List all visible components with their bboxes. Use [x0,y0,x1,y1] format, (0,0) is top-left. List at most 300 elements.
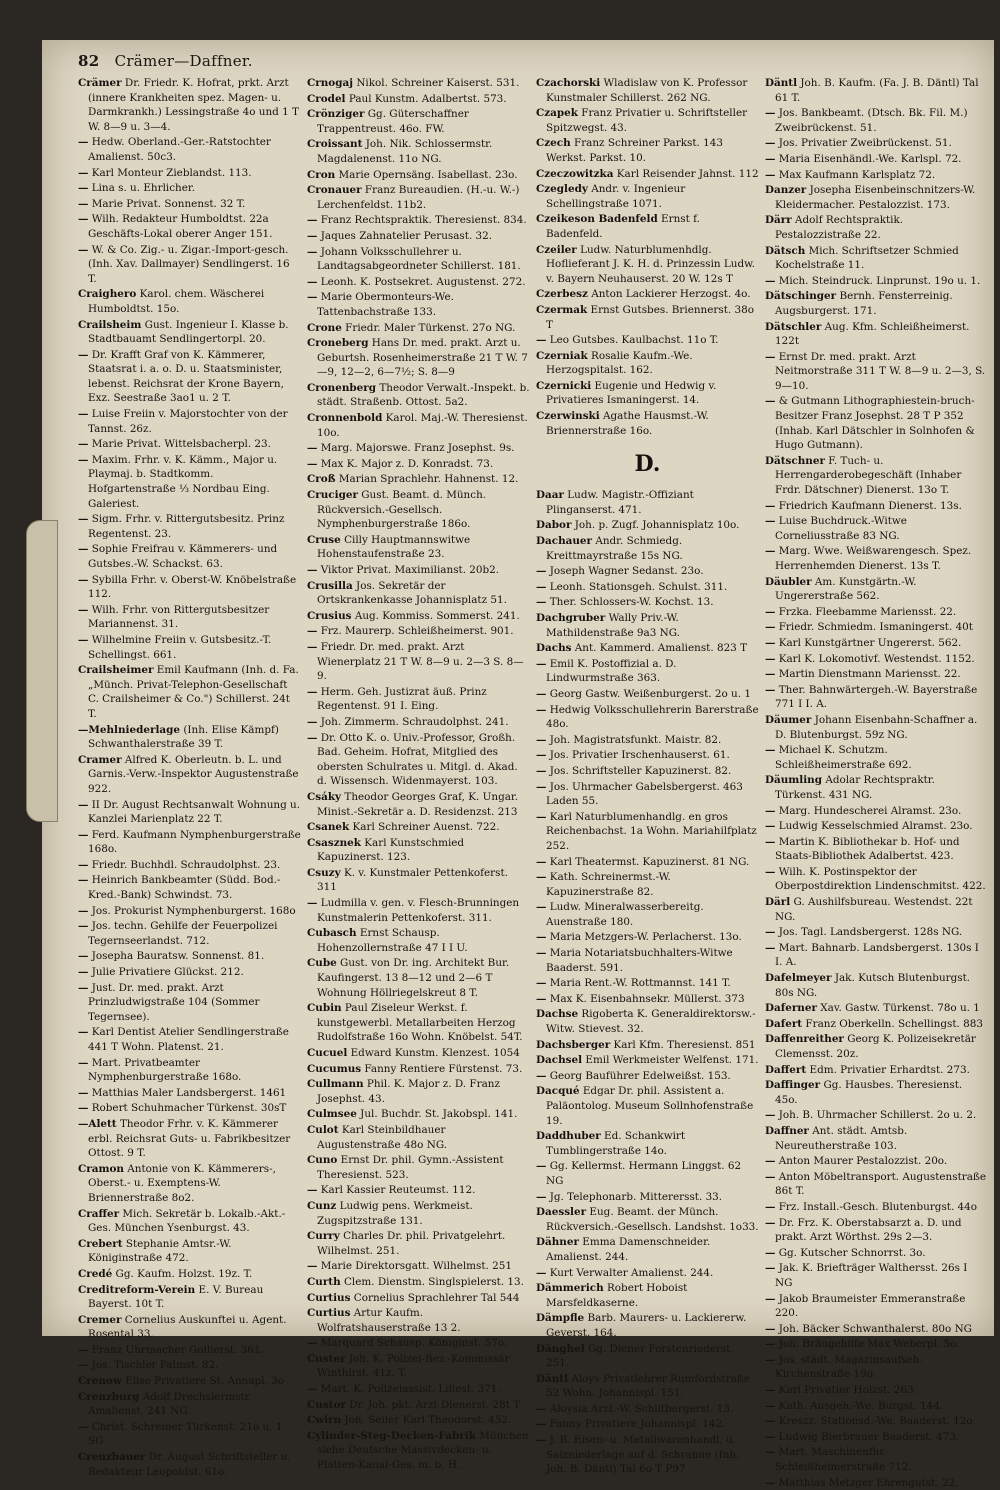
entry-surname: — [78,1102,89,1115]
entry-surname: Dafelmeyer [765,972,832,985]
entry-surname: Czapek [536,107,578,120]
entry-details: Joseph Wagner Sedanst. 23o. [549,565,704,578]
directory-entry [307,1123,530,1152]
entry-details: Marie Direktorsgatt. Wilhelmst. 251 [320,1260,512,1273]
entry-surname: Dafert [765,1017,803,1030]
directory-entry [307,731,530,789]
entry-details: Maxim. Frhr. v. K. Kämm., Major u. Playmaj. b. Stadtkomm. Hofgartenstraße ⅓ Nordbau Eing. Galeriest. [88,453,278,510]
entry-surname: — [765,274,776,287]
entry-surname: Custer [307,1352,346,1365]
page-header [78,52,253,70]
entry-details: Kath. Schreinermst.-W. Kapuzinerstraße 82. [546,871,671,898]
entry-details: Agathe Hausmst.-W. Briennerstraße 16o. [546,410,709,437]
directory-entry [536,212,759,241]
entry-details: Adolf Rechtspraktik. Pestalozzistraße 22. [775,214,904,241]
directory-entry [78,1358,301,1373]
directory-entry [78,318,301,347]
directory-entry [78,512,301,541]
entry-details: Gust. Beamt. d. Münch. Rückversich.-Gesellsch. Nymphenburgerstraße 186o. [317,489,487,531]
entry-details: Dr. Friedr. K. Hofrat, prkt. Arzt (innere Krankheiten spez. Magen- u. Darmkrankh.) Lessingstraße 4o und 1 T W. 8—9 u. 3—4. [88,77,299,133]
entry-surname: Däumer [765,713,812,726]
directory-entry [536,76,759,105]
entry-details: Georg Gastw. Weißenburgerst. 2o u. 1 [549,687,751,700]
entry-details: Ludwig pens. Werkmeist. Zugspitzstraße 131. [317,1199,473,1227]
directory-entry [307,896,530,925]
entry-details: Stephanie Amtsr.-W. Königinstraße 472. [88,1237,232,1265]
entry-details: Adolf Drechslermstr. Amalienst. 241 NG. [88,1390,252,1418]
entry-surname: — [536,855,547,868]
entry-surname: Craighero [78,288,137,301]
entry-surname: — [307,897,318,910]
entry-surname: — [536,1402,547,1415]
directory-entry [307,1275,530,1290]
directory-entry [536,595,759,610]
entry-details: Marie Opernsäng. Isabellast. 23o. [338,168,518,181]
entry-details: Sigm. Frhr. v. Rittergutsbesitz. Prinz Regentenst. 23. [88,513,285,540]
directory-entry [536,488,759,517]
entry-surname: Däumling [765,774,823,787]
entry-details: Joh. Seiler Karl Theodorst. 452. [344,1414,512,1427]
directory-entry [765,289,988,318]
entry-details: Mart. Bahnarb. Landsbergerst. 130s I I. A. [775,941,979,969]
directory-entry [765,1108,988,1123]
entry-surname: — [78,543,89,556]
entry-details: Maria Rent.-W. Rottmannst. 141 T. [549,977,731,990]
entry-details: Julie Privatiere Glückst. 212. [91,966,244,979]
entry-surname: — [765,865,776,878]
entry-surname: — [78,513,89,526]
entry-surname: — [307,1260,318,1273]
entry-details: Hedw. Oberland.-Ger.-Ratstochter Amalienst. 50c3. [88,136,271,163]
entry-details: Ernst Schausp. Hohenzollernstraße 47 I I U. [317,927,468,954]
entry-surname: — [78,603,89,616]
section-letter-heading: D. [634,451,661,478]
directory-entry [536,611,759,640]
entry-surname: — [307,457,318,470]
entry-surname: — [536,657,547,670]
directory-entry [536,379,759,408]
directory-entry [307,1046,530,1061]
directory-entry [307,715,530,730]
entry-details: Karl Reisender Jahnst. 112 [616,167,759,180]
entry-surname: Cubin [307,1002,342,1015]
directory-entry [765,1445,988,1474]
entry-surname: — [765,350,776,363]
directory-entry [307,290,530,319]
entry-details: Edgar Dr. phil. Assistent a. Paläontolog. Museum Sollnhofenstraße 19. [546,1085,754,1127]
entry-details: Viktor Privat. Maximilianst. 20b2. [320,564,500,576]
entry-details: Jaques Zahnatelier Perusast. 32. [320,229,493,242]
directory-entry [307,275,530,290]
entry-surname: — [765,1399,776,1412]
entry-details: Edm. Privatier Erhardtst. 273. [809,1063,970,1076]
entry-details: Ther. Schlossers-W. Kochst. 13. [549,596,714,609]
entry-surname: Dätschler [765,320,822,333]
entry-details: Joh. p. Zugf. Johannisplatz 10o. [574,519,740,532]
entry-surname: — [78,453,89,466]
entry-details: F. Tuch- u. Herrengarderobegeschäft (Inhaber Frdr. Dätschner) Dienerst. 13o T. [775,454,962,497]
entry-details: Karl Theatermst. Kapuzinerst. 81 NG. [549,855,750,868]
entry-surname: — [78,166,89,179]
directory-entry [307,1336,530,1351]
directory-entry [78,437,301,452]
directory-entry [765,895,988,924]
entry-details: Franz Rechtspraktik. Theresienst. 834. [320,214,527,227]
entry-surname: Cron [307,168,336,181]
entry-surname: — [765,1262,776,1275]
entry-details: Fanny Rentiere Fürstenst. 73. [364,1062,523,1075]
entry-surname: — [78,966,89,979]
entry-details: Karl Naturblumenhandlg. en gros Reichenbachst. 1a Wohn. Mariahilfplatz 252. [546,810,757,852]
directory-entry [78,166,301,181]
entry-surname: — [78,950,89,963]
directory-entry [307,579,530,608]
entry-surname: — [536,334,547,347]
entry-surname: — [765,1476,776,1489]
entry-details: Kath. Ausgeh.-We. Burgst. 144. [778,1399,944,1412]
entry-details: Theodor Verwalt.-Inspekt. b. städt. Straßenb. Ottost. 5a2. [317,381,530,409]
directory-entry [536,870,759,899]
entry-surname: — [765,1170,776,1183]
entry-surname: — [78,1420,89,1433]
entry-surname: Czernicki [536,379,592,392]
entry-details: Just. Dr. med. prakt. Arzt Prinzludwigstraße 104 (Sommer Tegernsee). [88,981,260,1023]
entry-details: Maria Eisenhändl.-We. Karlspl. 72. [778,152,962,165]
directory-entry [307,533,530,562]
directory-entry [765,620,988,635]
column-3 [536,76,759,1476]
directory-entry [78,197,301,212]
entry-surname: Daffert [765,1063,807,1076]
entry-details: Franz Schreiner Parkst. 143 Werkst. Parkst. 10. [546,137,723,164]
entry-details: Sophie Freifrau v. Kämmerers- und Gutsbes.-W. Schackst. 63. [88,543,278,570]
entry-details: Leonh. Stationsgeh. Schulst. 311. [549,580,728,593]
entry-details: Karl Steinbildhauer Augustenstraße 48o NG. [317,1123,448,1151]
entry-details: Karl Kassier Reuteumst. 112. [320,1184,476,1197]
entry-details: Hans Dr. med. prakt. Arzt u. Geburtsh. Rosenheimerstraße 21 T W. 7—9, 12—2, 6—7½; S. 8—9 [317,337,528,379]
directory-entry [536,167,759,182]
entry-surname: — [765,1200,776,1213]
directory-entry [765,804,988,819]
entry-details: Joh. Bräugehilfe Max Weberpl. 5o. [778,1338,960,1351]
entry-surname: Daffinger [765,1079,821,1092]
entry-surname: — [307,1337,318,1350]
directory-entry [765,1078,988,1107]
entry-details: Frzka. Fleebamme Mariensst. 22. [778,605,957,618]
entry-surname: — [765,683,776,696]
entry-details: München siehe Deutsche Massivdecken- u. Platten-Kanal-Ges. m. b. H. [317,1429,529,1472]
entry-details: Max K. Eisenbahnsekr. Müllerst. 373 [549,992,745,1005]
entry-surname: — [78,182,89,195]
directory-entry [307,1398,530,1413]
entry-surname: Cronnenbold [307,412,383,425]
directory-entry [765,575,988,604]
entry-details: Jakob Braumeister Emmeranstraße 220. [775,1292,966,1320]
entry-surname: Cube [307,957,337,970]
directory-entry [307,137,530,166]
entry-surname: — [78,1026,89,1039]
entry-details: Herm. Geh. Justizrat äuß. Prinz Regentenst. 91 I. Eing. [317,685,487,713]
entry-details: Wilh. Frhr. von Rittergutsbesitzer Mariannenst. 31. [88,603,270,631]
entry-details: Gg. Diener Forstenriederst. 251. [546,1342,734,1370]
entry-details: Johann Eisenbahn-Schaffner a. D. Blutenburgst. 59z NG. [775,713,978,741]
directory-entry [307,866,530,895]
entry-details: Karol. chem. Wäscherei Humboldtst. 15o. [88,288,265,315]
entry-surname: Curtius [307,1291,351,1304]
entry-details: Franz Bureaudien. (H.-u. W.-) Lerchenfeldst. 11b2. [317,184,520,211]
entry-surname: Dätschinger [765,290,837,303]
entry-surname: Creditreform-Verein [78,1283,196,1296]
entry-details: Marg. Hundescherei Alramst. 23o. [778,804,962,817]
entry-surname: Cullmann [307,1078,364,1091]
directory-entry [78,723,301,752]
entry-details: Max Kaufmann Karlsplatz 72. [778,168,936,181]
directory-entry [78,1086,301,1101]
entry-surname: Czerbesz [536,288,588,301]
entry-surname: — [765,499,776,512]
directory-entry [765,1216,988,1245]
entry-details: Friedrich Kaufmann Dienerst. 13s. [778,499,962,512]
directory-entry [536,641,759,656]
entry-details: Jos. Tischler Palmst. 82. [91,1359,219,1372]
entry-surname: — [78,243,89,256]
directory-entry [536,1372,759,1401]
entry-surname: Daffenreither [765,1033,844,1046]
directory-entry [78,603,301,632]
entry-surname: Crone [307,321,342,334]
entry-details: Jos. Prokurist Nymphenburgerst. 168o [91,904,296,917]
directory-entry [536,1433,759,1477]
entry-surname: — [765,152,776,165]
entry-surname: — [536,749,547,762]
directory-entry [765,183,988,212]
entry-surname: Crenzbauer [78,1451,146,1464]
entry-details: Marg. Wwe. Weißwarengesch. Spez. Herrenhemden Dienerst. 13s T. [775,545,972,572]
directory-entry [536,1129,759,1158]
entry-details: G. Aushilfsbureau. Westendst. 22t NG. [775,896,973,923]
directory-entry [765,1200,988,1215]
entry-surname: — [78,348,89,361]
directory-entry [536,1402,759,1417]
entry-surname: — [536,764,547,777]
entry-surname: — [536,580,547,593]
entry-surname: — [536,565,547,578]
entry-details: Ernst Gutsbes. Briennerst. 38o T [546,303,754,331]
entry-details: Jak. K. Briefträger Walthersst. 26s I NG [775,1262,968,1289]
entry-surname: Czeczowitzka [536,167,614,180]
directory-entry [536,1235,759,1264]
entry-details: & Gutmann Lithographiestein-bruch-Besitzer Franz Josephst. 28 T P 352 (Inhab. Karl Dätschler in Solnhofen & Hugo Gutmann). [775,395,975,452]
entry-details: K. v. Kunstmaler Pettenkoferst. 311 [317,866,508,894]
entry-surname: Csáky [307,790,342,803]
entry-surname: — [307,214,318,227]
directory-entry [536,780,759,809]
entry-surname: — [536,901,547,914]
entry-surname: — [536,947,547,960]
entry-details: Adolar Rechtspraktr. Türkenst. 431 NG. [775,774,935,801]
directory-entry [765,499,988,514]
entry-details: (Inh. Elise Kämpf) Schwanthalerstraße 39 T. [88,723,279,751]
entry-details: Emil Werkmeister Welfenst. 171. [585,1054,759,1067]
directory-page [42,40,994,1489]
directory-entry [765,1246,988,1261]
entry-details: Michael K. Schutzm. Schleißheimerstraße 692. [775,744,912,771]
entry-details: Emma Damenschneider. Amalienst. 244. [546,1236,711,1263]
directory-entry [536,243,759,287]
entry-surname: — [765,545,776,558]
entry-surname: — [536,992,547,1005]
entry-details: Frz. Install.-Gesch. Blutenburgst. 44o [778,1200,978,1213]
directory-entry [78,904,301,919]
entry-details: Ludmilla v. gen. v. Flesch-Brunningen Kunstmalerin Pettenkoferst. 311. [317,897,520,924]
directory-entry [307,1183,530,1198]
directory-entry [765,835,988,864]
entry-surname: Dachsberger [536,1038,611,1051]
entry-surname: — [536,871,547,884]
entry-surname: Dacqué [536,1085,580,1098]
directory-entry [536,564,759,579]
entry-surname: Czermak [536,303,588,316]
entry-details: Jos. Tagl. Landsbergerst. 128s NG. [778,926,963,939]
directory-entry [78,243,301,287]
directory-entry [536,1205,759,1234]
entry-details: Friedr. Buchhdl. Schraudolphst. 23. [91,858,281,871]
entry-surname: Cucumus [307,1062,362,1075]
entry-surname: Croneberg [307,337,369,350]
entry-details: Georg Bauführer Edelweißst. 153. [549,1069,731,1082]
entry-details: Marie Privat. Wittelsbacherpl. 23. [91,438,271,451]
directory-entry [78,1162,301,1206]
directory-entry [765,1414,988,1429]
entry-details: Gust. von Dr. ing. Architekt Bur. Kaufingerst. 13 8—12 und 2—6 T Wohnung Höllriegelskreut 8 T. [317,957,510,999]
directory-entry [78,1390,301,1419]
entry-surname: — [307,275,318,288]
directory-entry [536,1190,759,1205]
entry-surname: Cronenberg [307,381,377,394]
entry-details: W. & Co. Zig.- u. Zigar.-Import-gesch. (Inh. Xav. Dallmayer) Sendlingerst. 16 T. [88,243,290,285]
directory-entry [307,76,530,91]
directory-entry [536,106,759,135]
entry-surname: — [78,1343,89,1356]
directory-entry [536,1007,759,1036]
entry-surname: — [765,515,776,528]
directory-entry [78,873,301,902]
entry-surname: — [307,564,318,576]
entry-details: Martin K. Bibliothekar b. Hof- und Staats-Bibliothek Adalbertst. 423. [775,835,960,863]
directory-entry [307,836,530,865]
directory-entry [307,640,530,684]
directory-entry [307,1291,530,1306]
directory-entry [536,687,759,702]
entry-surname: — [765,1322,776,1335]
entry-surname: — [765,137,776,150]
directory-entry [536,1311,759,1340]
directory-entry [765,1170,988,1199]
entry-surname: — [765,744,776,757]
directory-entry [307,1077,530,1106]
entry-surname: Czerwinski [536,410,600,423]
entry-details: Ther. Bahnwärtergeh.-W. Bayerstraße 771 I I. A. [775,683,978,711]
entry-details: Jul. Buchdr. St. Jakobspl. 141. [360,1108,518,1121]
entry-details: Ludw. Magistr.-Offiziant Plinganserst. 471. [546,489,694,516]
entry-surname: Daar [536,489,564,502]
entry-surname: — [765,1338,776,1351]
directory-entry [765,1430,988,1445]
entry-surname: — [765,668,776,681]
directory-entry [536,1266,759,1281]
directory-entry [536,349,759,378]
entry-details: Jos. Bankbeamt. (Dtsch. Bk. Fil. M.) Zweibrückenst. 51. [775,107,968,134]
entry-details: Friedr. Schmiedm. Ismaningerst. 40t [778,621,973,634]
directory-entry [307,457,530,472]
entry-details: Anton Möbeltransport. Augustenstraße 86t T. [775,1170,987,1198]
directory-entry [536,1417,759,1432]
entry-details: Christ. Schreiner Türkenst. 21o u. 1 SG [88,1420,283,1448]
entry-details: Gg. Hausbes. Theresienst. 45o. [775,1079,963,1106]
entry-surname: Dämmerich [536,1282,604,1295]
entry-surname: — [536,810,547,823]
directory-entry [78,348,301,406]
directory-entry [307,1259,530,1274]
directory-entry [307,1306,530,1335]
entry-details: Aloysia Arzt.-W. Schiltbergerst. 13. [549,1402,734,1415]
entry-surname: — [78,798,89,811]
directory-entry [765,1353,988,1382]
directory-entry [536,1053,759,1068]
entry-surname: Dachs [536,642,572,655]
directory-entry [765,244,988,273]
directory-entry [307,1001,530,1045]
directory-entry [78,981,301,1025]
entry-surname: — [307,229,318,242]
entry-surname: Crönziger [307,108,365,121]
entry-details: Paul Kunstm. Adalbertst. 573. [348,92,507,105]
entry-surname: — [307,731,318,744]
directory-entry [78,573,301,602]
directory-entry [307,926,530,955]
entry-surname: — [765,1246,776,1259]
directory-entry [78,76,301,134]
entry-surname: — [765,1446,776,1459]
entry-surname: Cucuel [307,1047,348,1059]
directory-entry [307,609,530,624]
entry-surname: — [307,1184,318,1197]
entry-details: Rosalie Kaufm.-We. Herzogspitalst. 162. [546,349,693,377]
entry-details: Alfred K. Oberleutn. b. L. und Garnis.-Verw.-Inspektor Augustenstraße 922. [88,753,299,795]
entry-details: Marg. Majorswe. Franz Josephst. 9s. [320,442,515,455]
entry-surname: — [765,804,776,817]
entry-surname: Cramon [78,1162,124,1175]
directory-entry [307,1229,530,1258]
entry-surname: — [765,941,776,954]
entry-surname: — [765,652,776,665]
directory-entry [307,1382,530,1397]
entry-details: Ernst Dr. med. prakt. Arzt Neitmorstraße 311 T W. 8—9 u. 2—3, S. 9—10. [775,350,986,392]
directory-entry [78,753,301,797]
entry-details: Joh. B. Uhrmacher Schillerst. 2o u. 2. [778,1109,977,1122]
entry-details: Karl Privatier Holzst. 263. [778,1384,917,1397]
column-1 [78,76,301,1478]
entry-details: Gg. Güterschaffner Trappentreust. 46o. FW. [317,108,469,135]
entry-surname: — [307,442,318,455]
entry-details: Karl Kfm. Theresienst. 851 [613,1038,756,1051]
entry-details: Mich. Schriftsetzer Schmied Kochelstraße 11. [775,244,959,272]
entry-surname: — [78,828,89,841]
entry-details: Robert Schuhmacher Türkenst. 30sT [91,1102,287,1115]
entry-details: Dr. Frz. K. Oberstabsarzt a. D. und prakt. Arzt Wörthst. 29s 2—3. [775,1216,962,1244]
entry-surname: — [78,213,89,226]
entry-details: Matthias Metzger Ehrengutst. 22. [778,1476,959,1489]
